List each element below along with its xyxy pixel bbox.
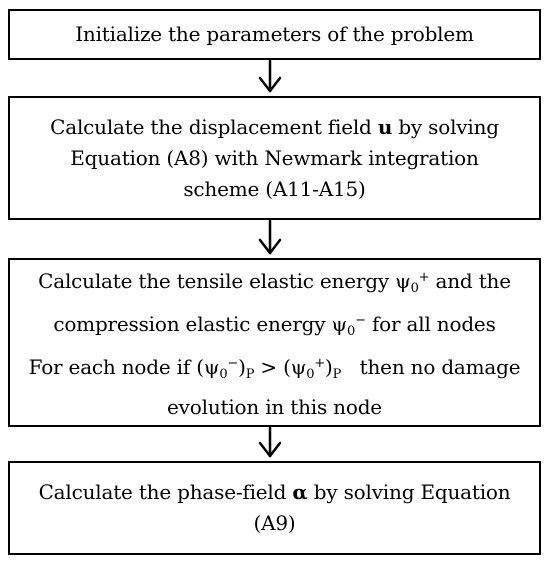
step-displacement-line-1: Calculate the displacement field u by solving: [50, 114, 499, 139]
step-phase-field-line-2: (A9): [253, 511, 296, 535]
arrow-down-icon: [260, 428, 280, 456]
step-initialize-box: [8, 9, 541, 60]
step-phase-field-box: [8, 461, 541, 555]
arrow-down-icon: [260, 61, 280, 91]
step-displacement-box: [8, 96, 541, 220]
step-energy-line-1: Calculate the tensile elastic energy $\psi_0^+$ and the: [38, 269, 511, 296]
displacement-symbol: u: [377, 114, 393, 139]
step-displacement-line-3: scheme (A11-A15): [183, 176, 366, 201]
step-initialize-text: Initialize the parameters of the problem: [75, 22, 474, 46]
step-energy-line-2: compression elastic energy $\psi_0^-$ for all nodes: [53, 312, 496, 339]
step-energy-line-3: For each node if $(\psi_0^-)_P > (\psi_0^+)_P$ then no damage: [28, 355, 521, 382]
step-phase-field-line-1: Calculate the phase-field α by solving Equation: [38, 480, 511, 504]
arrow-down-icon: [260, 221, 280, 253]
phase-field-symbol: α: [292, 480, 308, 504]
step-displacement-line-2: Equation (A8) with Newmark integration: [70, 145, 479, 170]
step-energy-box: [8, 258, 541, 427]
step-energy-line-4: evolution in this node: [167, 395, 382, 419]
